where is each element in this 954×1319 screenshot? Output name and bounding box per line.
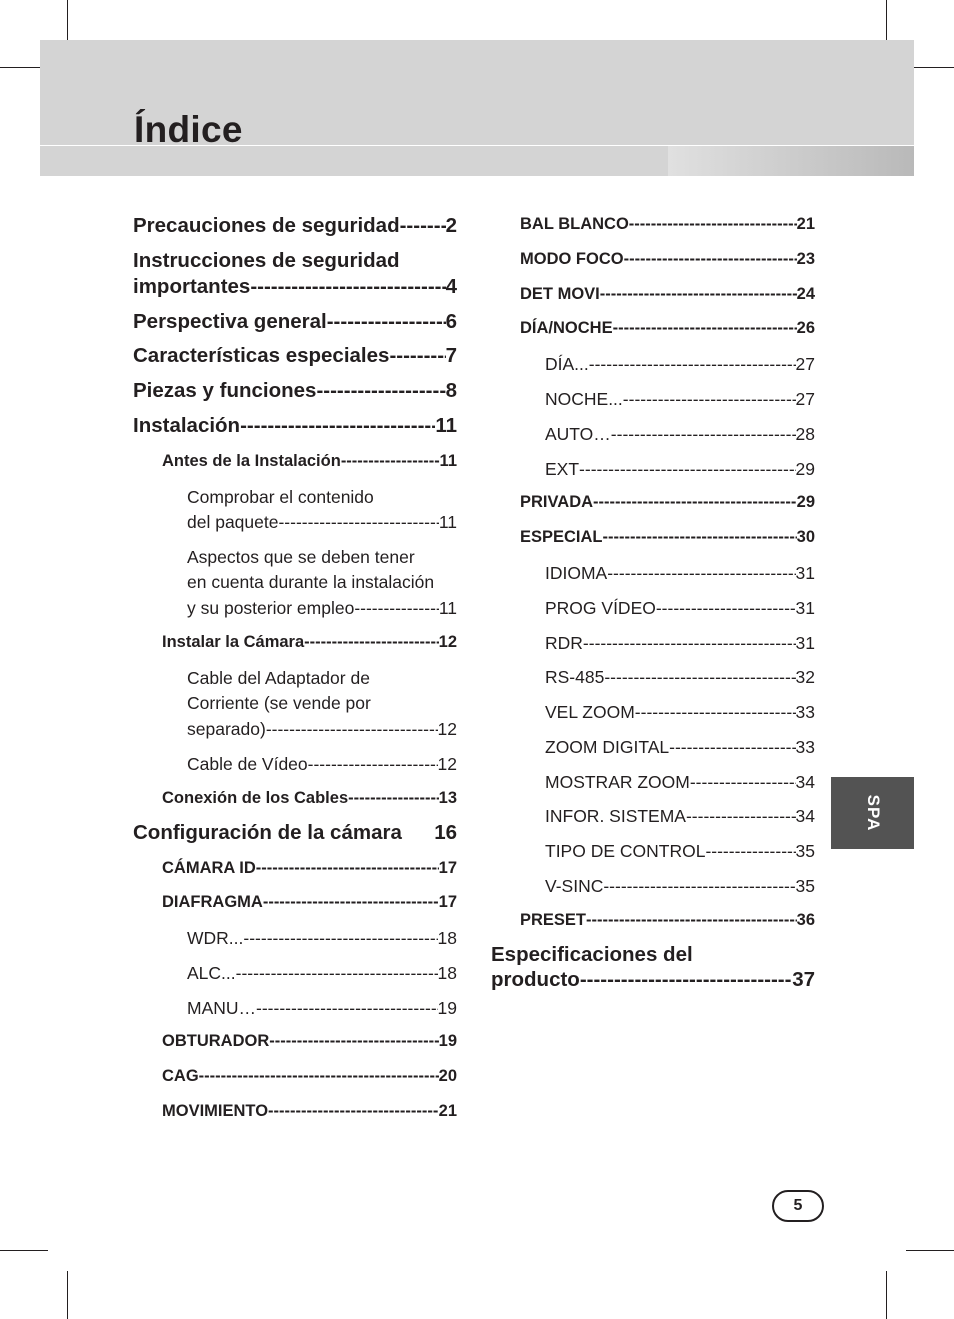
toc-entry[interactable]: MOVIMIENTO ----- 21 [162,1102,457,1121]
page-title: Índice [134,109,243,150]
toc-entry-line: Especificaciones del [491,943,693,966]
toc-entry[interactable]: V-SINC ----- 35 [545,876,815,897]
toc-entry-line: Aspectos que se deben tener [187,547,415,567]
crop-mark [906,1250,954,1251]
toc-entry[interactable]: importantes ----- 4 [133,275,457,299]
toc-entry-line: Instrucciones de seguridad [133,249,400,272]
crop-mark [886,1271,887,1319]
toc-entry[interactable]: BAL BLANCO ----- 21 [520,215,815,234]
toc-entry-line: Comprobar el contenido [187,487,374,507]
toc-entry[interactable]: IDIOMA ----- 31 [545,563,815,584]
toc-entry[interactable]: Instalación ----- 11 [133,414,457,438]
toc-entry[interactable]: Características especiales ----- 7 [133,344,457,368]
toc-entry[interactable]: Antes de la Instalación ----- 11 [162,452,457,471]
toc-entry-line: en cuenta durante la instalación [187,572,435,592]
toc-entry[interactable]: TIPO DE CONTROL ----- 35 [545,841,815,862]
crop-mark [67,1271,68,1319]
toc-entry[interactable]: DIAFRAGMA ----- 17 [162,893,457,912]
toc-entry-line: Cable del Adaptador de [187,668,370,688]
toc-entry[interactable]: ZOOM DIGITAL ----- 33 [545,737,815,758]
toc-entry[interactable]: RS-485 ----- 32 [545,667,815,688]
toc-entry[interactable]: CAG ----- 20 [162,1067,457,1086]
toc-entry[interactable]: PRIVADA ----- 29 [520,493,815,512]
toc-entry[interactable]: OBTURADOR ----- 19 [162,1032,457,1051]
toc-entry[interactable]: CÁMARA ID ----- 17 [162,859,457,878]
toc-entry[interactable]: EXT ----- 29 [545,459,815,480]
toc-entry[interactable]: ESPECIAL ----- 30 [520,528,815,547]
toc-entry[interactable]: AUTO… ----- 28 [545,424,815,445]
language-tab [831,777,914,849]
toc-entry[interactable]: PRESET ----- 36 [520,911,815,930]
toc-entry-line: Corriente (se vende por [187,693,371,713]
toc-entry[interactable]: del paquete ----- 11 [187,512,457,533]
toc-entry[interactable]: y su posterior empleo ----- 11 [187,598,457,619]
crop-mark [0,1250,48,1251]
toc-entry[interactable]: DÍA/NOCHE ----- 26 [520,319,815,338]
page-number: 5 [772,1190,824,1222]
toc-entry[interactable]: Cable de Vídeo ----- 12 [187,754,457,775]
toc-entry[interactable]: MANU… ----- 19 [187,998,457,1019]
toc-entry[interactable]: DET MOVI ----- 24 [520,285,815,304]
toc-entry[interactable]: INFOR. SISTEMA ----- 34 [545,806,815,827]
toc-entry[interactable]: VEL ZOOM ----- 33 [545,702,815,723]
toc-entry[interactable]: Perspectiva general ----- 6 [133,310,457,334]
toc-entry[interactable]: separado) ----- 12 [187,719,457,740]
toc-entry[interactable]: DÍA... ----- 27 [545,354,815,375]
toc-entry[interactable]: MODO FOCO ----- 23 [520,250,815,269]
toc-entry[interactable]: Instalar la Cámara ----- 12 [162,633,457,652]
header-gradient [668,146,914,176]
toc-entry[interactable]: producto ----- 37 [491,968,815,992]
toc-entry[interactable]: PROG VÍDEO ----- 31 [545,598,815,619]
toc-entry[interactable]: NOCHE... ----- 27 [545,389,815,410]
toc-entry[interactable]: MOSTRAR ZOOM ----- 34 [545,772,815,793]
toc-entry[interactable]: WDR... ----- 18 [187,928,457,949]
toc-entry[interactable]: RDR ----- 31 [545,633,815,654]
toc-entry[interactable]: Piezas y funciones ----- 8 [133,379,457,403]
toc-entry[interactable]: Configuración de la cámara 16 [133,821,457,844]
language-tab-label: SPA [864,794,883,832]
toc-entry[interactable]: ALC... ----- 18 [187,963,457,984]
toc-entry[interactable]: Precauciones de seguridad ----- 2 [133,214,457,238]
toc-entry[interactable]: Conexión de los Cables ----- 13 [162,789,457,808]
